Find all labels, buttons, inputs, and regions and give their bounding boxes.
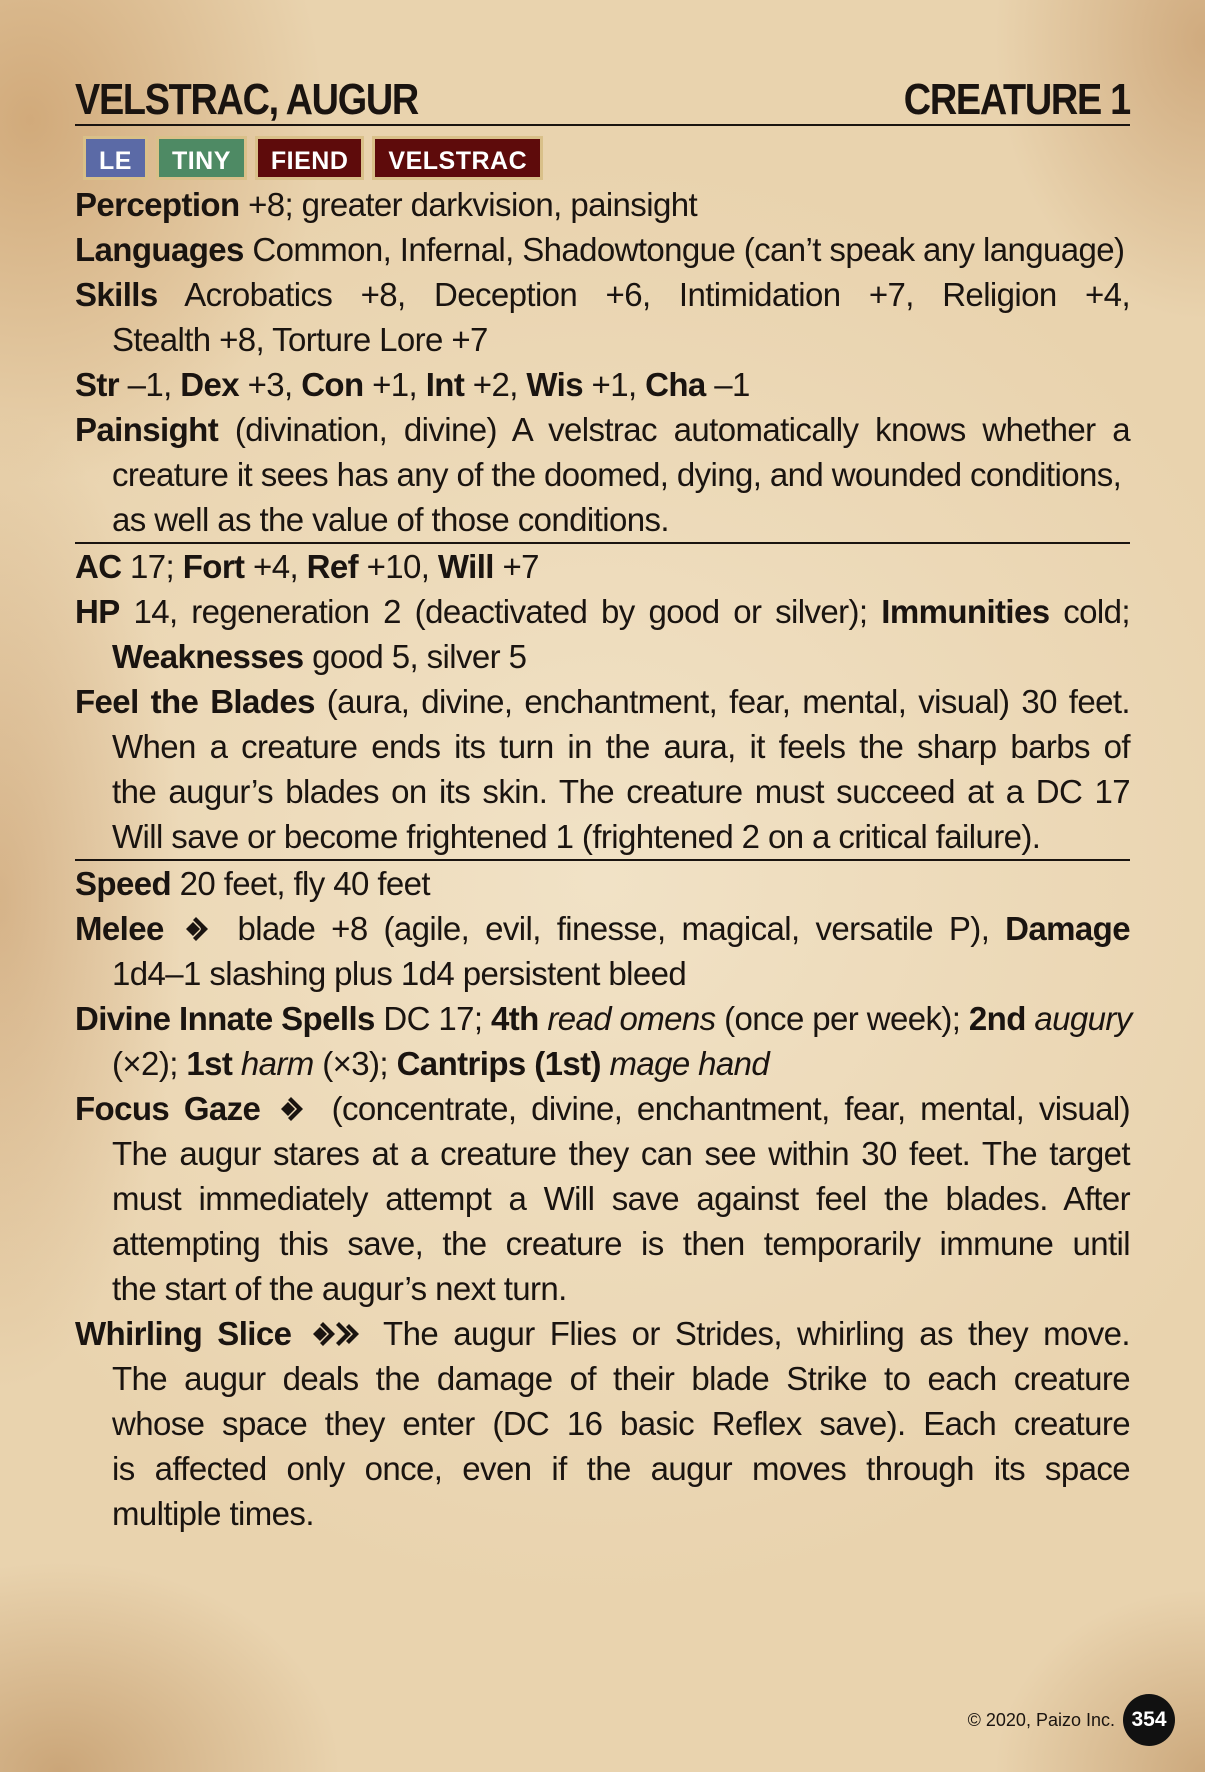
skills-value-cont: Stealth +8, Torture Lore +7 [112, 321, 488, 358]
creature-level: CREATURE 1 [903, 75, 1130, 124]
perception-line [75, 182, 1130, 227]
wis-label: Wis [526, 366, 583, 403]
languages-line [75, 227, 1130, 272]
ref-label: Ref [306, 548, 358, 585]
focus-gaze-line-2 [75, 1131, 1130, 1176]
ac-label: AC [75, 548, 122, 585]
skills-label: Skills [75, 276, 158, 313]
focus-gaze-text-3: must immediately attempt a Will save against feel the blades. After [112, 1180, 1130, 1217]
weaknesses-value: good 5, silver 5 [312, 638, 527, 675]
focus-gaze-text-2: The augur stares at a creature they can see within 30 feet. The target [112, 1135, 1130, 1172]
damage-label: Damage [1005, 910, 1130, 947]
trait-alignment: LE [83, 136, 148, 180]
feel-blades-line-3 [75, 769, 1130, 814]
speed-label: Speed [75, 865, 172, 902]
feel-blades-label: Feel the Blades [75, 683, 315, 720]
int-value: +2, [472, 366, 518, 403]
fort-label: Fort [182, 548, 245, 585]
skills-line [75, 272, 1130, 317]
feel-blades-text-4: Will save or become frightened 1 (frightened 2 on a critical failure). [112, 818, 1041, 855]
rank2-note: (×2); [112, 1045, 178, 1082]
perception-label: Perception [75, 186, 240, 223]
copyright-notice: © 2020, Paizo Inc. [967, 1709, 1115, 1730]
speed-line [75, 861, 1130, 906]
painsight-text-2: creature it sees has any of the doomed, dying, and wounded conditions, [112, 456, 1122, 493]
two-actions-icon [311, 1314, 365, 1359]
painsight-line [75, 407, 1130, 452]
painsight-label: Painsight [75, 411, 219, 448]
focus-gaze-text-5: the start of the augur’s next turn. [112, 1270, 567, 1307]
immunities-label: Immunities [881, 593, 1050, 630]
single-action-icon [184, 909, 218, 954]
hp-label: HP [75, 593, 120, 630]
painsight-text-1: (divination, divine) A velstrac automatically knows whether a [234, 411, 1130, 448]
ac-value: 17; [130, 548, 175, 585]
rank4-label: 4th [491, 1000, 539, 1037]
page-footer [968, 1694, 1175, 1746]
whirling-slice-line-5 [75, 1491, 1130, 1536]
perception-value: +8; greater darkvision, painsight [248, 186, 698, 223]
fort-value: +4, [253, 548, 299, 585]
weaknesses-label: Weaknesses [112, 638, 304, 675]
feel-blades-text-3: the augur’s blades on its skin. The creature must succeed at a DC 17 [112, 773, 1130, 810]
str-label: Str [75, 366, 120, 403]
whirling-slice-text-4: is affected only once, even if the augur moves through its space [112, 1450, 1130, 1487]
str-value: –1, [127, 366, 172, 403]
trait-velstrac: VELSTRAC [372, 136, 543, 180]
feel-blades-text-2: When a creature ends its turn in the aura, it feels the sharp barbs of [112, 728, 1130, 765]
rank1-note: (×3); [322, 1045, 388, 1082]
rank4-spell: read omens [547, 1000, 716, 1037]
languages-label: Languages [75, 231, 244, 268]
trait-size: TINY [156, 136, 247, 180]
languages-value: Common, Infernal, Shadowtongue (can’t speak any language) [252, 231, 1125, 268]
melee-text-1: blade +8 (agile, evil, finesse, magical, versatile P), [237, 910, 990, 947]
will-label: Will [437, 548, 494, 585]
cantrip-spell: mage hand [609, 1045, 770, 1082]
focus-gaze-line-4 [75, 1221, 1130, 1266]
rank1-spell: harm [240, 1045, 314, 1082]
trait-list [75, 126, 1130, 180]
whirling-slice-text-2: The augur deals the damage of their blade Strike to each creature [112, 1360, 1130, 1397]
melee-line-2 [75, 951, 1130, 996]
whirling-slice-line-2 [75, 1356, 1130, 1401]
stat-lines [75, 182, 1130, 1536]
creature-name: VELSTRAC, AUGUR [75, 75, 418, 124]
melee-line [75, 906, 1130, 951]
stat-block [75, 64, 1130, 1536]
hp-value: 14, regeneration 2 (deactivated by good or silver); [133, 593, 868, 630]
con-label: Con [301, 366, 364, 403]
ability-scores-line [75, 362, 1130, 407]
painsight-text-3: as well as the value of those conditions. [112, 501, 669, 538]
dex-value: +3, [247, 366, 293, 403]
feel-blades-line-2 [75, 724, 1130, 769]
whirling-slice-label: Whirling Slice [75, 1315, 292, 1352]
whirling-slice-line [75, 1311, 1130, 1356]
rank2-spell: augury [1034, 1000, 1132, 1037]
whirling-slice-text-3: whose space they enter (DC 16 basic Reflex save). Each creature [112, 1405, 1130, 1442]
cha-label: Cha [645, 366, 706, 403]
painsight-line-2 [75, 452, 1130, 497]
ref-value: +10, [366, 548, 430, 585]
whirling-slice-line-4 [75, 1446, 1130, 1491]
title-row [75, 64, 1130, 126]
spells-line [75, 996, 1130, 1041]
will-value: +7 [502, 548, 539, 585]
page-number: 354 [1123, 1694, 1175, 1746]
focus-gaze-line-5 [75, 1266, 1130, 1311]
focus-gaze-text-1: (concentrate, divine, enchantment, fear, mental, visual) [331, 1090, 1130, 1127]
con-value: +1, [372, 366, 418, 403]
single-action-icon [279, 1089, 313, 1134]
focus-gaze-line-3 [75, 1176, 1130, 1221]
speed-value: 20 feet, fly 40 feet [179, 865, 430, 902]
whirling-slice-text-5: multiple times. [112, 1495, 314, 1532]
hp-line [75, 589, 1130, 634]
feel-blades-text-1: (aura, divine, enchantment, fear, mental, visual) 30 feet. [326, 683, 1130, 720]
focus-gaze-label: Focus Gaze [75, 1090, 261, 1127]
feel-blades-line-4 [75, 814, 1130, 859]
spells-line-2 [75, 1041, 1130, 1086]
cha-value: –1 [714, 366, 750, 403]
trait-fiend: FIEND [255, 136, 365, 180]
cantrips-label: Cantrips (1st) [396, 1045, 601, 1082]
feel-blades-line [75, 679, 1130, 724]
dex-label: Dex [180, 366, 240, 403]
rank1-label: 1st [186, 1045, 233, 1082]
defense-line [75, 544, 1130, 589]
melee-text-2: 1d4–1 slashing plus 1d4 persistent bleed [112, 955, 687, 992]
focus-gaze-line [75, 1086, 1130, 1131]
whirling-slice-text-1: The augur Flies or Strides, whirling as they move. [383, 1315, 1130, 1352]
rank4-note: (once per week); [724, 1000, 961, 1037]
focus-gaze-text-4: attempting this save, the creature is then temporarily immune until [112, 1225, 1130, 1262]
spells-label: Divine Innate Spells [75, 1000, 375, 1037]
weaknesses-line [75, 634, 1130, 679]
painsight-line-3 [75, 497, 1130, 542]
immunities-value: cold; [1063, 593, 1130, 630]
skills-line-cont [75, 317, 1130, 362]
rank2-label: 2nd [968, 1000, 1026, 1037]
melee-label: Melee [75, 910, 164, 947]
int-label: Int [425, 366, 465, 403]
spells-dc: DC 17; [383, 1000, 483, 1037]
skills-value: Acrobatics +8, Deception +6, Intimidation +7, Religion +4, [184, 276, 1131, 313]
whirling-slice-line-3 [75, 1401, 1130, 1446]
wis-value: +1, [591, 366, 637, 403]
